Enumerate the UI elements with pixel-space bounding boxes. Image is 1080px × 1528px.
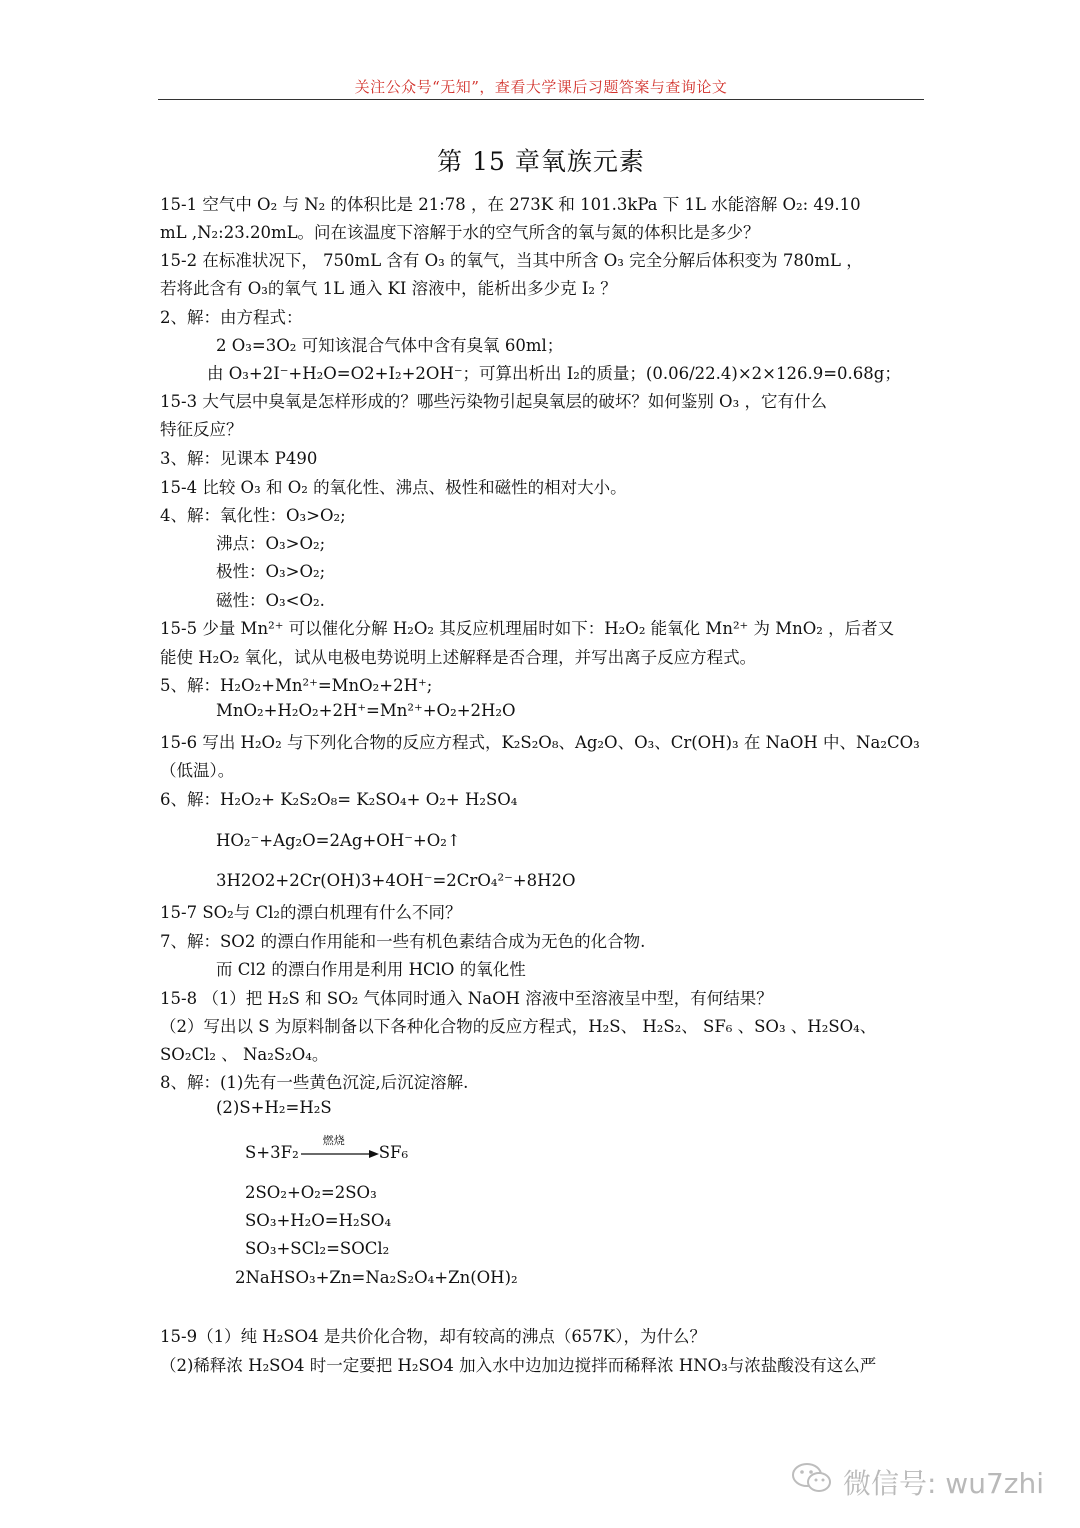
answer-7-line1: 7、解：SO2 的漂白作用能和一些有机色素结合成为无色的化合物. [160,932,646,951]
answer-4-line3: 极性：O₃>O₂; [216,562,326,581]
answer-2-line1: 2 O₃=3O₂ 可知该混合气体中含有臭氧 60ml； [216,336,564,355]
arrow-right-icon [299,1149,379,1159]
question-15-7: 15-7 SO₂与 Cl₂的漂白机理有什么不同？ [160,903,462,922]
header-rule [158,99,924,100]
answer-8-line7: 2NaHSO₃+Zn=Na₂S₂O₄+Zn(OH)₂ [235,1268,518,1287]
question-15-3-line2: 特征反应？ [160,420,243,439]
answer-2-line2: 由 O₃+2I⁻+H₂O=O2+I₂+2OH⁻；可算出析出 I₂的质量；(0.06/22.4)×2×126.9=0.68g； [207,364,901,383]
reaction-arrow [299,1133,379,1162]
answer-5-line1: 5、解：H₂O₂+Mn²⁺=MnO₂+2H⁺; [160,676,433,695]
answer-8-line5: SO₃+H₂O=H₂SO₄ [245,1211,392,1230]
answer-3: 3、解：见课本 P490 [160,449,318,468]
question-15-4: 15-4 比较 O₃ 和 O₂ 的氧化性、沸点、极性和磁性的相对大小。 [160,478,627,497]
answer-4-line2: 沸点：O₃>O₂; [216,534,326,553]
answer-4-line4: 磁性：O₃<O₂. [216,591,325,610]
arrow-label: 燃烧 [322,1133,345,1147]
question-15-9-line2: （2)稀释浓 H₂SO4 时一定要把 H₂SO4 加入水中边加边搅拌而稀释浓 HNO₃与浓盐酸没有这么严 [160,1356,877,1375]
answer-6-line2: HO₂⁻+Ag₂O=2Ag+OH⁻+O₂↑ [216,831,461,850]
answer-4-line1: 4、解：氧化性：O₃>O₂; [160,506,346,525]
question-15-8-line3: SO₂Cl₂ 、 Na₂S₂O₄。 [160,1045,329,1064]
question-15-5-line2: 能使 H₂O₂ 氧化，试从电极电势说明上述解释是否合理，并写出离子反应方程式。 [160,648,757,667]
question-15-2-line1: 15-2 在标准状况下， 750mL 含有 O₃ 的氧气，当其中所含 O₃ 完全分解后体积变为 780mL ， [160,251,863,270]
answer-6-line1: 6、解：H₂O₂+ K₂S₂O₈= K₂SO₄+ O₂+ H₂SO₄ [160,790,518,809]
answer-8-arrow-equation [245,1133,409,1162]
page-title: 第 15 章氧族元素 [437,147,645,176]
answer-8-line6: SO₃+SCl₂=SOCl₂ [245,1239,390,1258]
question-15-9-line1: 15-9（1）纯 H₂SO4 是共价化合物，却有较高的沸点（657K），为什么？ [160,1327,706,1346]
answer-8-line2: (2)S+H₂=H₂S [216,1098,332,1117]
answer-8-line1: 8、解：(1)先有一些黄色沉淀,后沉淀溶解. [160,1073,469,1092]
answer-6-line3: 3H2O2+2Cr(OH)3+4OH⁻=2CrO₄²⁻+8H2O [216,871,576,890]
answer-7-line2: 而 Cl2 的漂白作用是利用 HClO 的氧化性 [216,960,526,979]
question-15-8-line2: （2）写出以 S 为原料制备以下各种化合物的反应方程式，H₂S、 H₂S₂、 SF₆ 、SO₃ 、H₂SO₄、 [160,1017,877,1036]
answer-8-line4: 2SO₂+O₂=2SO₃ [245,1183,377,1202]
page-header: 关注公众号“无知”，查看大学课后习题答案与查询论文 [354,78,728,96]
question-15-6-line1: 15-6 写出 H₂O₂ 与下列化合物的反应方程式，K₂S₂O₈、Ag₂O、O₃、Cr(OH)₃ 在 NaOH 中、Na₂CO₃ [160,733,920,752]
wechat-icon [791,1461,833,1502]
reactant-text: S+3F₂ [245,1143,299,1162]
question-15-3-line1: 15-3 大气层中臭氧是怎样形成的？哪些污染物引起臭氧层的破坏？如何鉴别 O₃ ，它有什么 [160,392,827,411]
question-15-6-line2: （低温）。 [160,761,235,780]
question-15-2-line2: 若将此含有 O₃的氧气 1L 通入 KI 溶液中，能析出多少克 I₂ ？ [160,279,617,298]
answer-2-heading: 2、解：由方程式： [160,308,303,327]
answer-5-line2: MnO₂+H₂O₂+2H⁺=Mn²⁺+O₂+2H₂O [216,701,516,720]
product-text: SF₆ [378,1143,409,1162]
question-15-5-line1: 15-5 少量 Mn²⁺ 可以催化分解 H₂O₂ 其反应机理届时如下：H₂O₂ 能氧化 Mn²⁺ 为 MnO₂ ，后者又 [160,619,895,638]
question-15-8-line1: 15-8 （1）把 H₂S 和 SO₂ 气体同时通入 NaOH 溶液中至溶液呈中型，有何结果？ [160,989,773,1008]
question-15-1-line2: mL ,N₂:23.20mL。问在该温度下溶解于水的空气所含的氧与氮的体积比是多少？ [160,223,760,242]
watermark [791,1461,1044,1502]
question-15-1-line1: 15-1 空气中 O₂ 与 N₂ 的体积比是 21:78 ，在 273K 和 101.3kPa 下 1L 水能溶解 O₂: 49.10 [160,195,861,214]
watermark-text: 微信号: wu7zhi [842,1466,1044,1500]
